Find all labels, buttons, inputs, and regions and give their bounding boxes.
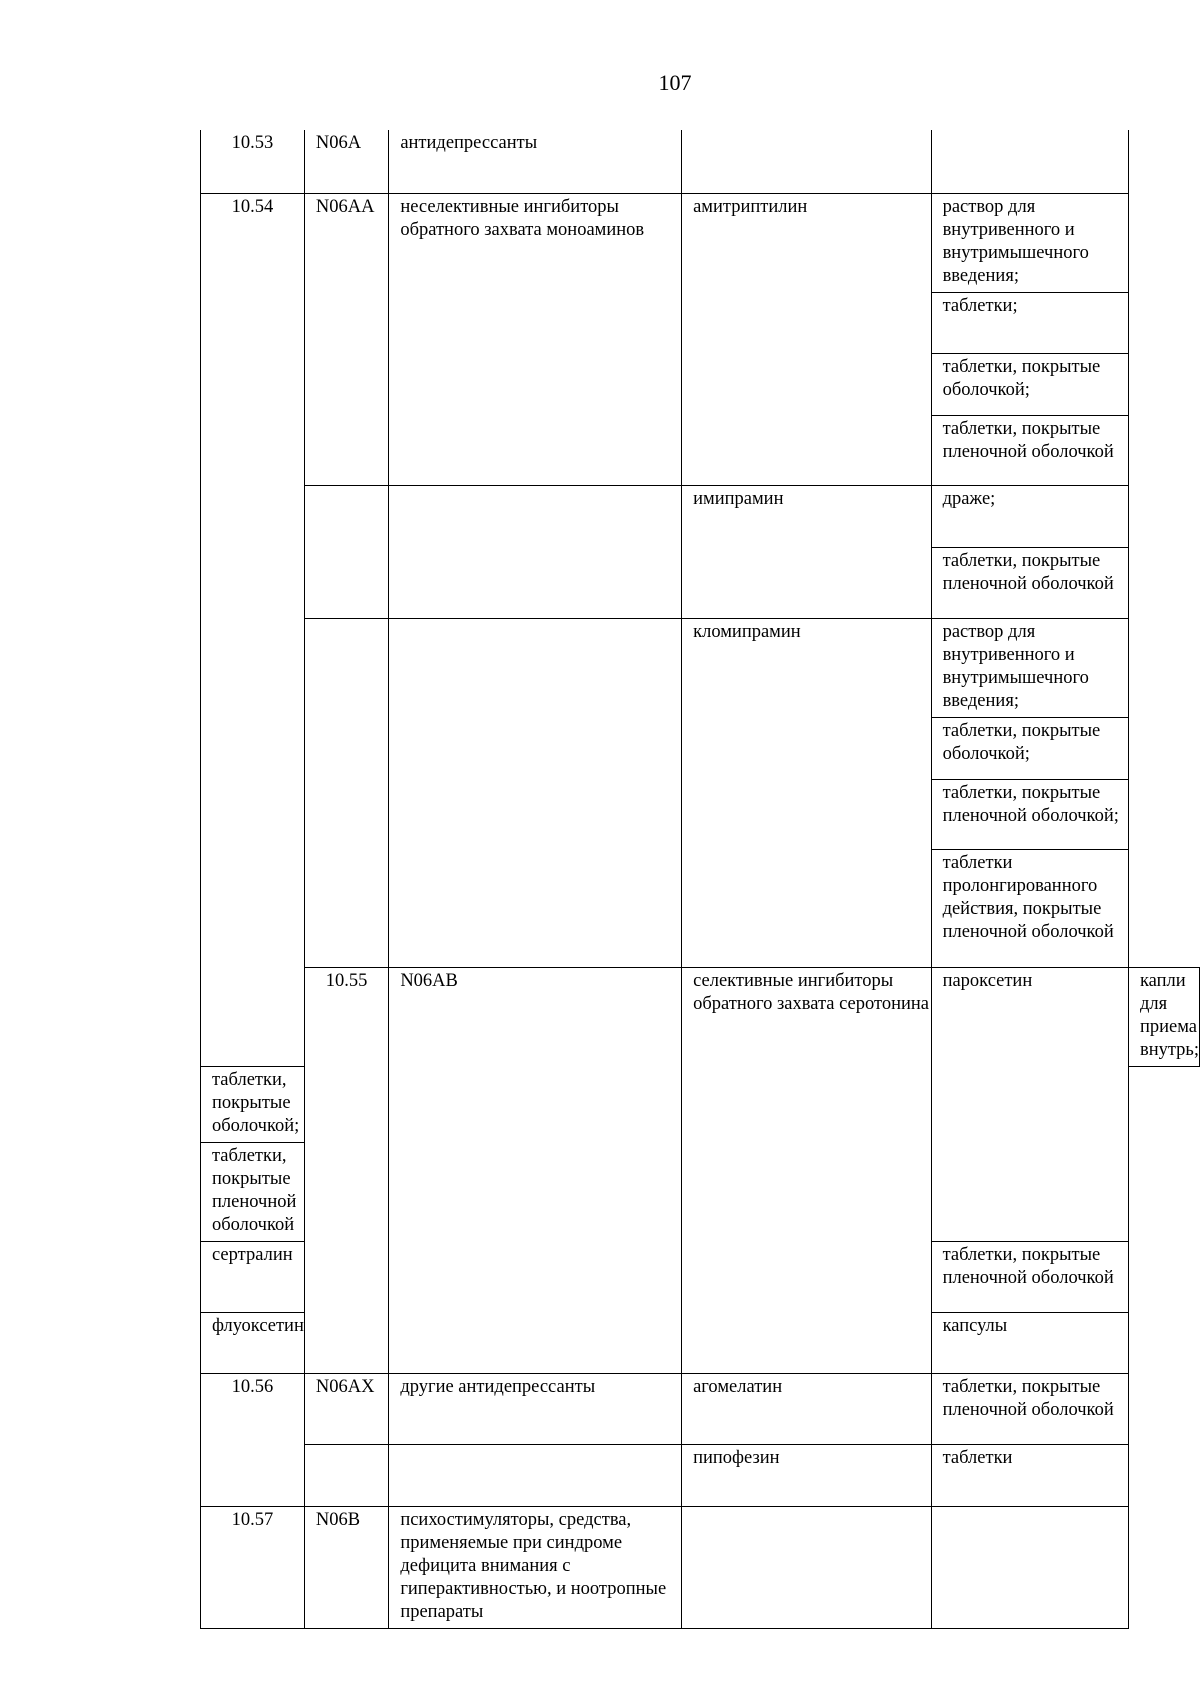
group-name	[389, 1444, 682, 1506]
group-name	[389, 618, 682, 967]
dosage-form	[931, 130, 1128, 193]
dosage-form	[931, 1506, 1128, 1628]
table-row	[201, 618, 1200, 717]
row-number: 10.54	[201, 193, 305, 1066]
dosage-form: таблетки;	[931, 292, 1128, 353]
row-number: 10.53	[201, 130, 305, 193]
atc-code	[304, 485, 388, 618]
dosage-form: таблетки, покрытые оболочкой;	[931, 717, 1128, 779]
drug-name	[682, 130, 931, 193]
dosage-form: таблетки, покрытые пленочной оболочкой	[931, 1241, 1128, 1312]
group-name: антидепрессанты	[389, 130, 682, 193]
drug-name: имипрамин	[682, 485, 931, 618]
row-number: 10.57	[201, 1506, 305, 1628]
group-name: неселективные ингибиторы обратного захвата моноаминов	[389, 193, 682, 485]
drug-name: кломипрамин	[682, 618, 931, 967]
drug-name: сертралин	[201, 1241, 305, 1312]
drug-name: пипофезин	[682, 1444, 931, 1506]
table-row	[201, 1506, 1200, 1628]
atc-code	[304, 618, 388, 967]
table-row	[201, 1444, 1200, 1506]
atc-code: N06AA	[304, 193, 388, 485]
page-number: 107	[658, 70, 692, 95]
drug-name: агомелатин	[682, 1373, 931, 1444]
atc-code: N06B	[304, 1506, 388, 1628]
dosage-form: таблетки пролонгированного действия, покрытые пленочной оболочкой	[931, 849, 1128, 967]
atc-code: N06AX	[304, 1373, 388, 1444]
group-name	[389, 485, 682, 618]
dosage-form: раствор для внутривенного и внутримышечного введения;	[931, 193, 1128, 292]
drug-table	[200, 130, 1200, 1629]
dosage-form: капсулы	[931, 1312, 1128, 1373]
group-name: другие антидепрессанты	[389, 1373, 682, 1444]
table-row	[201, 967, 1200, 1066]
dosage-form: таблетки, покрытые пленочной оболочкой	[201, 1142, 305, 1241]
dosage-form: таблетки	[931, 1444, 1128, 1506]
dosage-form: таблетки, покрытые оболочкой;	[931, 353, 1128, 415]
atc-code: N06A	[304, 130, 388, 193]
table-row	[201, 193, 1200, 292]
table-row	[201, 130, 1200, 193]
drug-name: пароксетин	[931, 967, 1128, 1241]
table-row	[201, 1373, 1200, 1444]
dosage-form: раствор для внутривенного и внутримышечного введения;	[931, 618, 1128, 717]
atc-code	[304, 1444, 388, 1506]
group-name: психостимуляторы, средства, применяемые при синдроме дефицита внимания с гиперактивностью, и ноотропные препараты	[389, 1506, 682, 1628]
dosage-form: драже;	[931, 485, 1128, 547]
dosage-form: таблетки, покрытые пленочной оболочкой	[931, 415, 1128, 485]
row-number: 10.56	[201, 1373, 305, 1506]
drug-name	[682, 1506, 931, 1628]
atc-code: N06AB	[389, 967, 682, 1373]
drug-name: амитриптилин	[682, 193, 931, 485]
table-row	[201, 485, 1200, 547]
dosage-form: таблетки, покрытые пленочной оболочкой	[931, 547, 1128, 618]
row-number: 10.55	[304, 967, 388, 1373]
dosage-form: капли для приема внутрь;	[1128, 967, 1199, 1066]
drug-name: флуоксетин	[201, 1312, 305, 1373]
dosage-form: таблетки, покрытые оболочкой;	[201, 1066, 305, 1142]
dosage-form: таблетки, покрытые пленочной оболочкой	[931, 1373, 1128, 1444]
group-name: селективные ингибиторы обратного захвата серотонина	[682, 967, 931, 1373]
dosage-form: таблетки, покрытые пленочной оболочкой;	[931, 779, 1128, 849]
